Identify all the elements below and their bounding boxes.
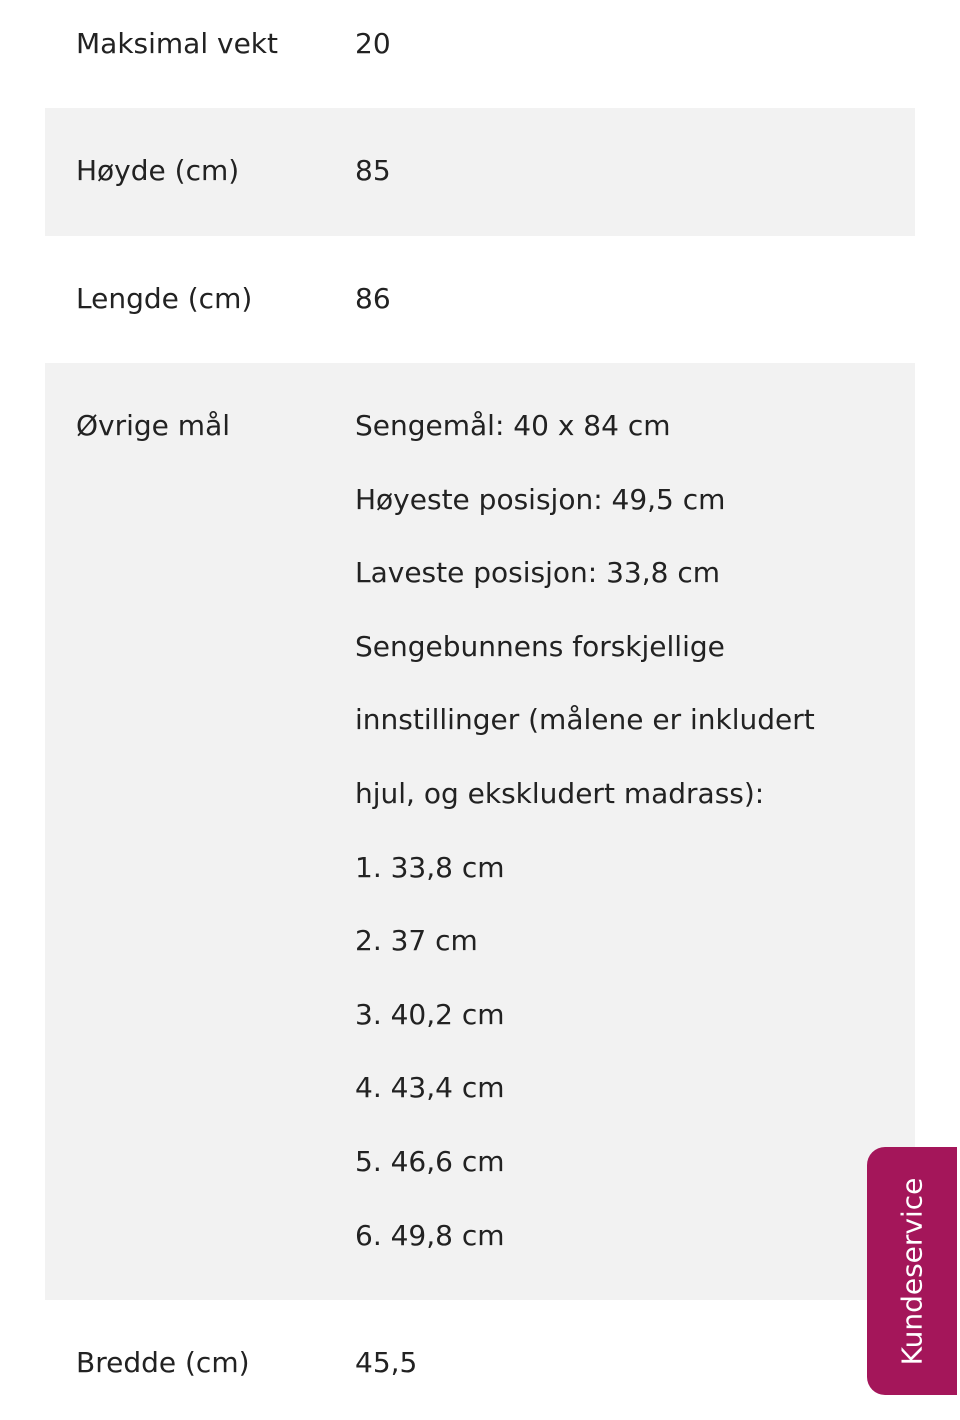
spec-value-line: 6. 49,8 cm: [355, 1218, 505, 1252]
spec-value-line: 3. 40,2 cm: [355, 997, 505, 1031]
spec-label: Bredde (cm): [76, 1346, 250, 1379]
spec-value-line: 5. 46,6 cm: [355, 1144, 505, 1178]
spec-label: Maksimal vekt: [76, 27, 279, 60]
spec-row-max-weight: [45, 0, 915, 108]
spec-row-other-dimensions: [45, 363, 915, 1300]
spec-value-line: 1. 33,8 cm: [355, 850, 505, 884]
spec-value: 85: [355, 154, 391, 187]
spec-row-height: [45, 108, 915, 236]
spec-value-line: 2. 37 cm: [355, 924, 478, 958]
customer-service-label: Kundeservice: [895, 1177, 929, 1365]
spec-value-line: Høyeste posisjon: 49,5 cm: [355, 482, 726, 516]
spec-value-line: Sengemål: 40 x 84 cm: [355, 409, 671, 442]
spec-value-line: Sengebunnens forskjellige: [355, 629, 725, 663]
spec-value-line: hjul, og ekskludert madrass):: [355, 776, 765, 810]
spec-value: 86: [355, 282, 391, 315]
spec-label: Øvrige mål: [76, 409, 231, 442]
spec-value-line: innstillinger (målene er inkludert: [355, 703, 815, 737]
customer-service-button[interactable]: [867, 1147, 957, 1395]
specification-table: [45, 0, 915, 1420]
spec-value: 45,5: [355, 1346, 418, 1379]
spec-label: Lengde (cm): [76, 282, 253, 315]
spec-value-line: Laveste posisjon: 33,8 cm: [355, 556, 721, 590]
spec-value-list: [355, 363, 915, 1289]
spec-value: 20: [355, 27, 391, 60]
spec-row-width: [45, 1300, 915, 1420]
spec-label: Høyde (cm): [76, 154, 240, 187]
spec-value-line: 4. 43,4 cm: [355, 1071, 505, 1105]
spec-row-length: [45, 236, 915, 363]
